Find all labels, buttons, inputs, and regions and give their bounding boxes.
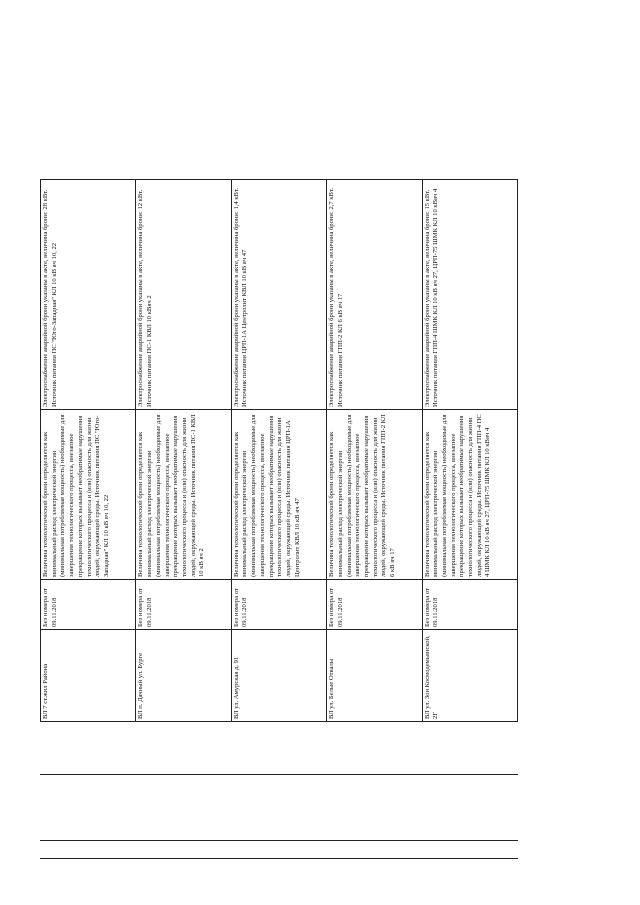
- object-cell: ВЛ ул. Амурская д. 91: [231, 630, 326, 722]
- document-cell: Без номера от 09.11.2018: [327, 580, 422, 630]
- reserve-cell: Электроснабжение аварийной брони указаны в акте, величина брони: 28 кВт. Источник питания ПС "Юго-Западная" КЛ 10 кВ яч 10, 22: [41, 180, 136, 410]
- divider-line: [40, 774, 518, 775]
- rotated-table-wrapper: [40, 180, 518, 722]
- reserve-cell: Электроснабжение аварийной брони указаны в акте, величина брони: 12 кВт. Источник питания ПС-1 КВЛ 10 кВяч 2: [136, 180, 231, 410]
- object-cell: ВЛ п. Дачный ул. Бурге: [136, 630, 231, 722]
- description-cell: Величина технологической брони определяется как минимальный расход электрической энергии (минимальная потребляемая мощность) необходимые для завершения технологического процесса, внезапное прекращение которых вызывает необратимые нарушения технологического процесса и (или) опасность для жизни людей, окружающей среды. Источник питания ГПП-4 ПС 4 ШМК КЛ 10 кВ яч 27, ЦРП-75 ШМК КЛ 10 кВяч 4: [422, 410, 517, 580]
- description-cell: Величина технологической брони определяется как минимальный расход электрической энергии (минимальная потребляемая мощность) необходимые для завершения технологического процесса, внезапное прекращение которых вызывает необратимые нарушения технологического процесса и (или) опасность для жизни людей, окружающей среды. Источник питания ГПП-2 КЛ 6 кВ яч 17: [327, 410, 422, 580]
- table-row: [41, 180, 136, 722]
- divider-line: [40, 858, 518, 859]
- divider-line: [40, 840, 518, 841]
- table-row: [422, 180, 517, 722]
- reserve-cell: Электроснабжение аварийной брони указаны в акте, величина брони: 1,4 кВт. Источник питания ЦРП-1А Центролит КВЛ 10 кВ яч 47: [231, 180, 326, 410]
- document-cell: Без номера от 09.11.2018: [136, 580, 231, 630]
- description-cell: Величина технологической брони определяется как минимальный расход электрической энергии (минимальная потребляемая мощность) необходимые для завершения технологического процесса, внезапное прекращение которых вызывает необратимые нарушения технологического процесса и (или) опасность для жизни людей, окружающей среды. Источник питания ЦРП-1А Центролит КВЛ 10 кВ яч 47: [231, 410, 326, 580]
- table-row: [136, 180, 231, 722]
- object-cell: ВЛ ул. Зои Космодемьянской, 2Г: [422, 630, 517, 722]
- reserve-cell: Электроснабжение аварийной брони указаны в акте, величина брони: 2,7 кВт. Источник питания ГПП-2 КЛ 6 кВ яч 17: [327, 180, 422, 410]
- table-row: [327, 180, 422, 722]
- description-cell: Величина технологической брони определяется как минимальный расход электрической энергии (минимальная потребляемая мощность) необходимые для завершения технологического процесса, внезапное прекращение которых вызывает необратимые нарушения технологического процесса и (или) опасность для жизни людей, окружающей среды. Источник питания ПС-1 КВЛ 10 кВ яч 2: [136, 410, 231, 580]
- object-cell: ВЛ ул. Белые Отвалы: [327, 630, 422, 722]
- reserve-cell: Электроснабжение аварийной брони указаны в акте, величина брони: 15 кВт. Источник питания ГПП-4 ШМК КЛ 10 кВ яч 27, ЦРП-75 ШМК КЛ 10 кВяч 4: [422, 180, 517, 410]
- object-cell: ВЛ 7 ст.жил Района: [41, 630, 136, 722]
- table-row: [231, 180, 326, 722]
- document-cell: Без номера от 09.11.2018: [41, 580, 136, 630]
- document-cell: Без номера от 09.11.2018: [422, 580, 517, 630]
- document-cell: Без номера от 09.11.2018: [231, 580, 326, 630]
- reserve-table: [40, 179, 518, 722]
- description-cell: Величина технологической брони определяется как минимальный расход электрической энергии (минимальная потребляемая мощность) необходимые для завершения технологического процесса, внезапное прекращение которых вызывает необратимые нарушения технологического процесса и (или) опасность для жизни людей, окружающей среды. Источник питания ПС "Юго-Западная" КЛ 10 кВ яч 10, 22: [41, 410, 136, 580]
